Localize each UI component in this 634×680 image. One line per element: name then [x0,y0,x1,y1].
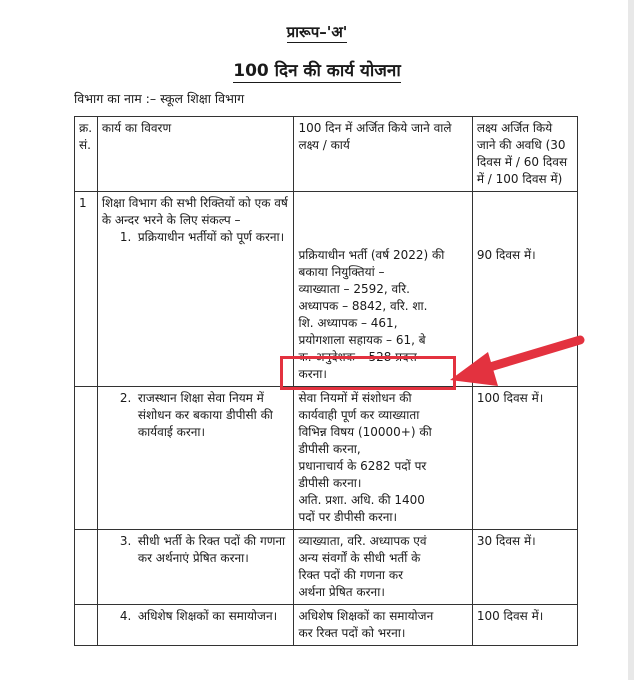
table-row [75,605,578,646]
target-line: अध्यापक – 8842, वरि. शा. [298,299,428,313]
target-line: अर्थना प्रेषित करना। [298,585,385,599]
item-number: 1. [119,230,132,244]
target-line-highlighted: क. अनुदेशक – 528 प्रदत्त [298,350,417,364]
target-line: कार्यवाही पूर्ण कर व्याख्याता [298,408,420,422]
header-description: कार्य का विवरण [97,117,294,192]
header-sn: क्र. सं. [75,117,98,192]
target-line: प्रधानाचार्य के 6282 पदों पर [298,459,427,473]
target-line: व्याख्याता, वरि. अध्यापक एवं [298,534,427,548]
item-description: सीधी भर्ती के रिक्त पदों की गणना कर अर्थनाएं प्रेषित करना। [137,534,286,565]
item-number: 2. [119,391,132,405]
row-duration: 100 दिवस में। [472,387,577,530]
row-description [97,387,294,530]
row-duration: 30 दिवस में। [472,530,577,605]
row-duration: 100 दिवस में। [472,605,577,646]
target-line: अन्य संवर्गों के सीधी भर्ती के [298,551,421,565]
row-description [97,530,294,605]
target-line: व्याख्याता – 2592, वरि. [298,282,410,296]
form-title: प्रारूप–'अ' [286,23,348,41]
item-number: 3. [119,534,132,548]
row-description [97,605,294,646]
main-title: 100 दिन की कार्य योजना [233,61,401,81]
target-line: अधिशेष शिक्षकों का समायोजन [298,609,434,623]
table-row [75,387,578,530]
section-title: शिक्षा विभाग की सभी रिक्तियों को एक वर्ष के अन्दर भरने के लिए संकल्प – [101,196,288,227]
row-target [294,530,472,605]
target-line: सेवा नियमों में संशोधन की [298,391,412,405]
target-line: शि. अध्यापक – 461, [298,316,398,330]
target-line: बकाया नियुक्तियां – [298,265,385,279]
target-line: विभिन्न विषय (10000+) की [298,425,432,439]
item-description: प्रक्रियाधीन भर्तीयों को पूर्ण करना। [137,230,285,244]
page-edge [628,0,634,680]
table-row [75,530,578,605]
row-target [294,605,472,646]
red-arrow-annotation-icon [440,330,590,400]
target-line: कर रिक्त पदों को भरना। [298,626,406,640]
row-description [97,192,294,387]
target-line: डीपीसी करना, [298,442,361,456]
item-description: अधिशेष शिक्षकों का समायोजन। [137,609,278,623]
row-sn: 1 [75,192,98,387]
header-duration: लक्ष्य अर्जित किये जाने की अवधि (30 दिवस में / 60 दिवस में / 100 दिवस में) [472,117,577,192]
target-line: अति. प्रशा. अधि. की 1400 [298,493,425,507]
table-header-row [75,117,578,192]
row-target [294,387,472,530]
target-line: करना। [298,367,327,381]
item-description: राजस्थान शिक्षा सेवा नियम में संशोधन कर बकाया डीपीसी की कार्यवाई करना। [137,391,273,439]
department-name: विभाग का नाम :– स्कूल शिक्षा विभाग [74,91,245,106]
target-line: प्रक्रियाधीन भर्ती (वर्ष 2022) की [298,248,445,262]
highlight-box-annotation [280,356,456,390]
header-target: 100 दिन में अर्जित किये जाने वाले लक्ष्य / कार्य [294,117,472,192]
row-duration: 90 दिवस में। [472,192,577,387]
item-number: 4. [119,609,132,623]
target-line: रिक्त पदों की गणना कर [298,568,403,582]
target-line: प्रयोगशाला सहायक – 61, बे [298,333,426,347]
target-line: डीपीसी करना। [298,476,362,490]
target-line: पदों पर डीपीसी करना। [298,510,398,524]
